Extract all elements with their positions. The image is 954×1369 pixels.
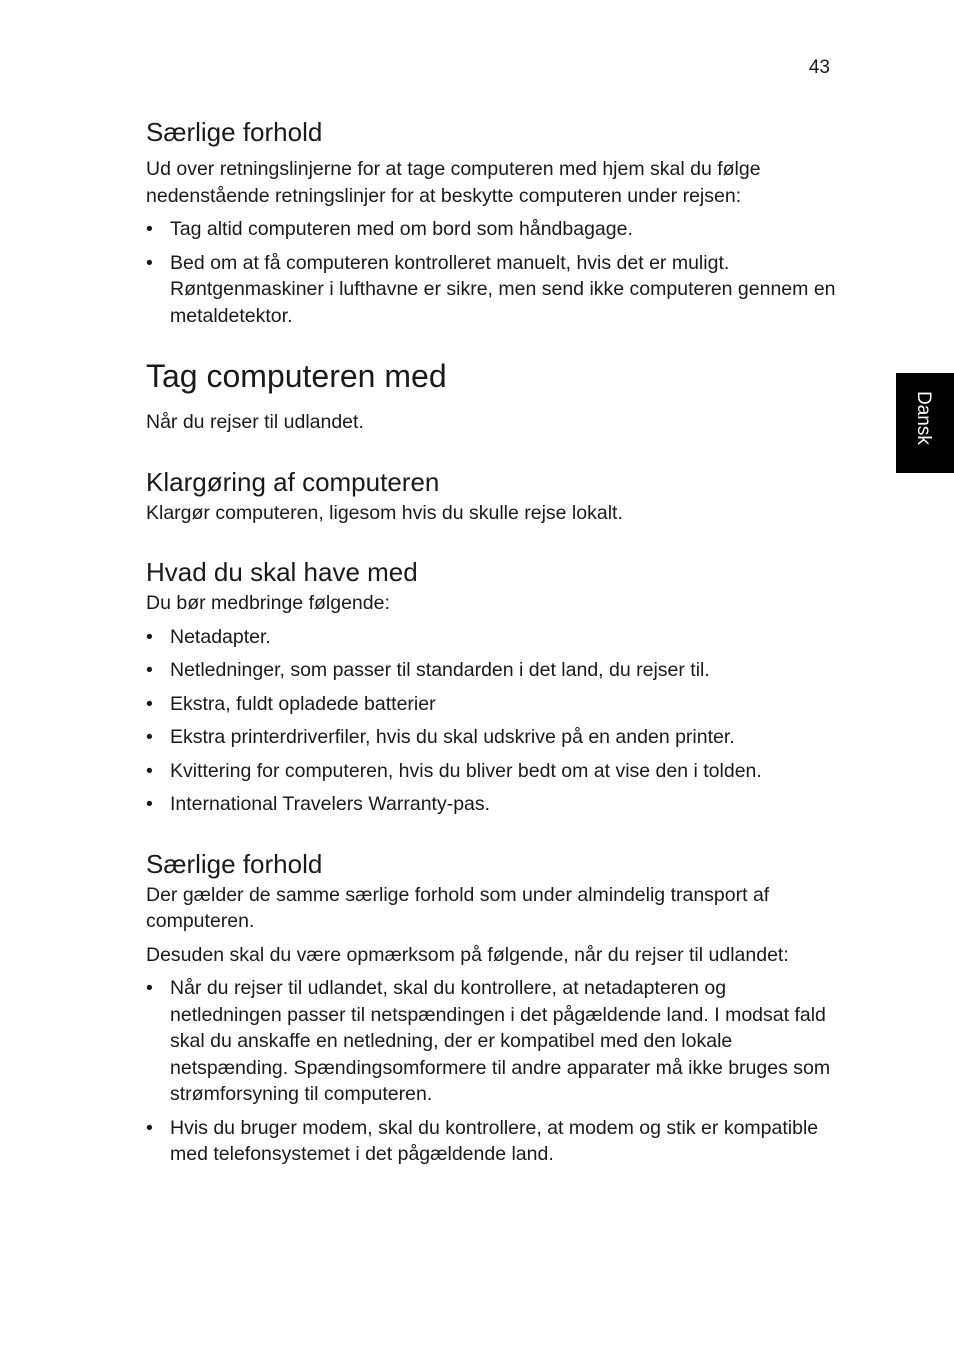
bullet-icon: • <box>146 977 153 999</box>
page-content <box>146 116 836 1175</box>
list-item: • Ekstra, fuldt opladede batterier <box>146 691 836 718</box>
list-item: • Netadapter. <box>146 624 836 651</box>
page-subtitle: Når du rejser til udlandet. <box>146 411 364 433</box>
section-heading-special-conditions-abroad: Særlige forhold <box>146 848 323 879</box>
list-item: • Tag altid computeren med om bord som håndbagage. <box>146 216 836 243</box>
section-heading-what-to-bring: Hvad du skal have med <box>146 557 418 587</box>
bullet-icon: • <box>146 251 153 274</box>
page-number: 43 <box>808 57 830 78</box>
section-paragraph: Desuden skal du være opmærksom på følgende, når du rejser til udlandet: <box>146 943 789 966</box>
bullet-icon: • <box>146 759 153 782</box>
list-item: • Bed om at få computeren kontrolleret manuelt, hvis det er muligt. Røntgenmaskiner i lufthavne er sikre, men send ikke computeren gennem en metaldetektor. <box>146 251 836 327</box>
list-item: • International Travelers Warranty-pas. <box>146 791 836 818</box>
section-intro: Du bør medbringe følgende: <box>146 592 390 614</box>
list-item: • Når du rejser til udlandet, skal du kontrollere, at netadapteren og netledningen passer til netspændingen i det pågældende land. I modsat fald skal du anskaffe en netledning, der er kompatibel med den lokale netspænding. Spændingsomformere til andre apparater må ikke bruges som strømforsyning til computeren. <box>146 977 831 1105</box>
bullet-icon: • <box>146 726 153 748</box>
section-heading-special-conditions: Særlige forhold <box>146 117 323 147</box>
bullet-icon: • <box>146 659 153 681</box>
list-item: • Ekstra printerdriverfiler, hvis du skal udskrive på en anden printer. <box>146 724 836 751</box>
bullet-list <box>146 216 836 329</box>
bullet-icon: • <box>146 1116 153 1139</box>
bullet-icon: • <box>146 218 153 240</box>
bullet-icon: • <box>146 625 153 648</box>
language-tab <box>896 373 954 473</box>
bullet-list <box>146 975 836 1168</box>
list-item: • Kvittering for computeren, hvis du bliver bedt om at vise den i tolden. <box>146 758 836 785</box>
list-item: • Hvis du bruger modem, skal du kontrollere, at modem og stik er kompatible med telefonsystemet i det pågældende land. <box>146 1116 819 1165</box>
bullet-list <box>146 624 836 818</box>
language-tab-label: Dansk <box>913 391 934 445</box>
page-title: Tag computeren med <box>146 358 447 394</box>
bullet-icon: • <box>146 692 153 715</box>
section-text: Klargør computeren, ligesom hvis du skulle rejse lokalt. <box>146 501 623 524</box>
section-paragraph: Der gælder de samme særlige forhold som under almindelig transport af computeren. <box>146 883 770 932</box>
section-heading-preparing: Klargøring af computeren <box>146 466 440 497</box>
list-item: • Netledninger, som passer til standarden i det land, du rejser til. <box>146 657 836 684</box>
bullet-icon: • <box>146 793 153 815</box>
section-intro: Ud over retningslinjerne for at tage computeren med hjem skal du følge nedenstående retningslinjer for at beskytte computeren under rejsen: <box>146 158 761 207</box>
